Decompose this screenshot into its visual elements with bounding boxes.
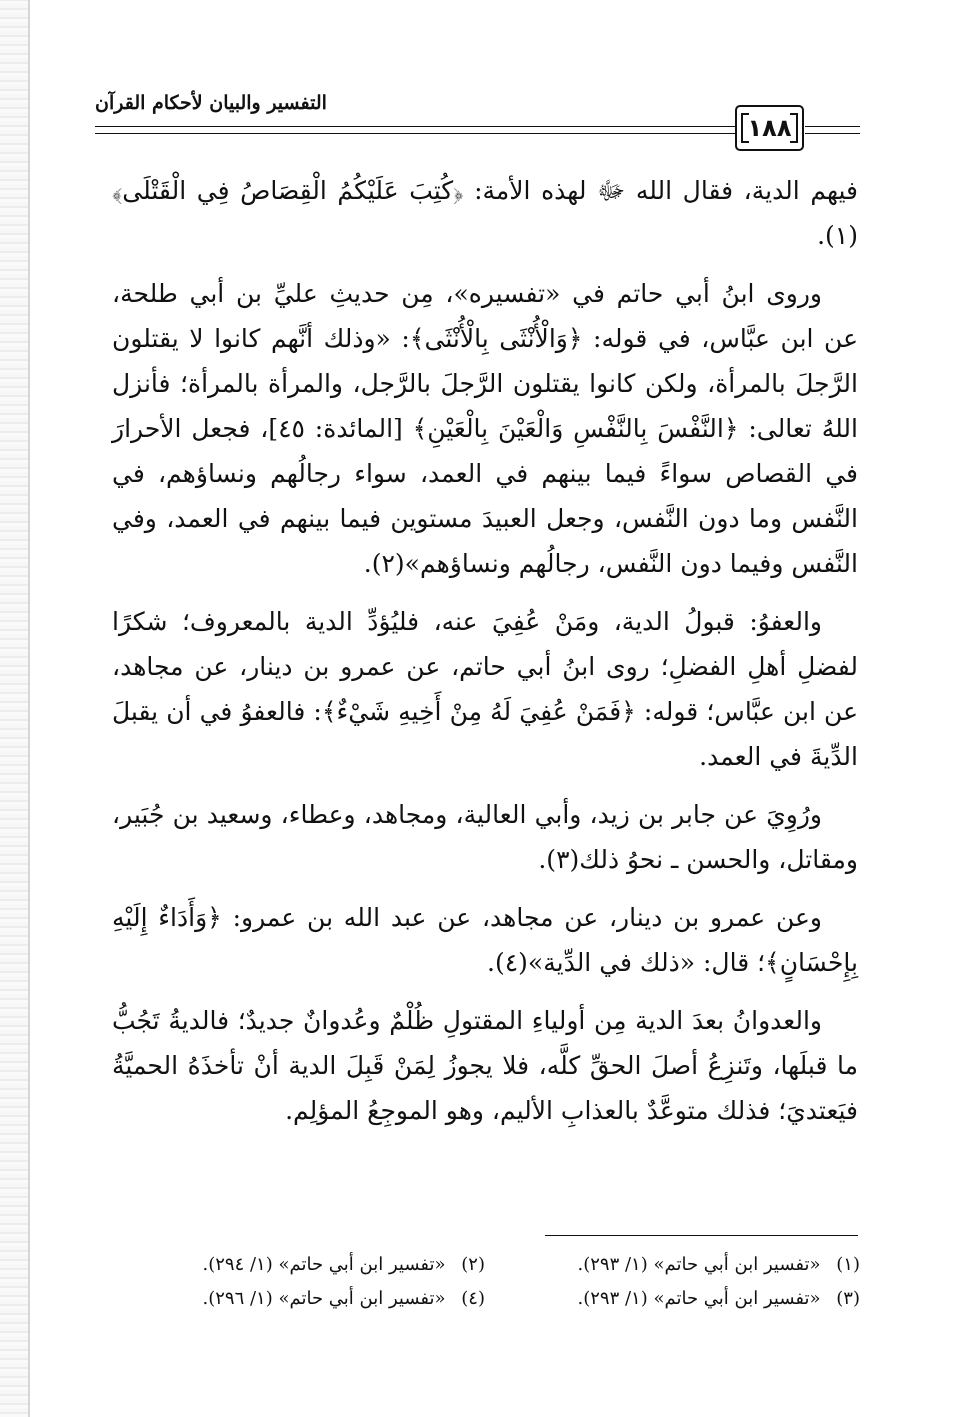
footnote-number: (٤) bbox=[461, 1288, 485, 1309]
scan-edge bbox=[0, 0, 30, 1417]
footnote-text: «تفسير ابن أبي حاتم» (١/ ٢٩٤). bbox=[202, 1254, 446, 1275]
footnote-number: (٣) bbox=[836, 1288, 860, 1309]
footnote-text: «تفسير ابن أبي حاتم» (١/ ٢٩٣). bbox=[577, 1288, 821, 1309]
footnote-number: (١) bbox=[836, 1254, 860, 1275]
book-title: التفسير والبيان لأحكام القرآن bbox=[95, 92, 327, 114]
footnote-divider bbox=[545, 1235, 858, 1236]
page-header bbox=[95, 92, 860, 152]
footnote-text: «تفسير ابن أبي حاتم» (١/ ٢٩٣). bbox=[577, 1254, 821, 1275]
paragraph: وعن عمرو بن دينار، عن مجاهد، عن عبد الله بن عمرو: ﴿وَأَدَاءٌ إِلَيْهِ بِإِحْسَانٍ﴾؛ قال: «ذلك في الدِّية»(٤). bbox=[112, 903, 858, 977]
main-text bbox=[112, 168, 858, 1146]
paragraph: فيهم الدية، فقال الله ﷻ لهذه الأمة: ﴿كُتِبَ عَلَيْكُمُ الْقِصَاصُ فِي الْقَتْلَى﴾(١). bbox=[112, 176, 858, 250]
footnote-text: «تفسير ابن أبي حاتم» (١/ ٢٩٦). bbox=[202, 1288, 446, 1309]
footnote bbox=[525, 1248, 860, 1282]
paragraph: ورُوِيَ عن جابر بن زيد، وأبي العالية، ومجاهد، وعطاء، وسعيد بن جُبَير، ومقاتل، والحسن ـ نحوُ ذلك(٣). bbox=[112, 800, 858, 874]
header-rule bbox=[95, 133, 735, 134]
footnote-number: (٢) bbox=[461, 1254, 485, 1275]
paragraph: والعفوُ: قبولُ الدية، ومَنْ عُفِيَ عنه، فليُؤدِّ الدية بالمعروف؛ شكرًا لفضلِ أهلِ الفضلِ؛ روى ابنُ أبي حاتم، عن عمرو بن دينار، عن مجاهد، عن ابن عبَّاس؛ قوله: ﴿فَمَنْ عُفِيَ لَهُ مِنْ أَخِيهِ شَيْءٌ﴾: فالعفوُ في أن يقبلَ الدِّيةَ في العمد. bbox=[112, 607, 858, 771]
header-rule bbox=[805, 126, 860, 127]
header-rule bbox=[805, 133, 860, 134]
footnotes bbox=[150, 1248, 860, 1316]
header-rule bbox=[95, 126, 735, 127]
footnote bbox=[150, 1282, 485, 1316]
paragraph: وروى ابنُ أبي حاتم في «تفسيره»، مِن حديثِ عليِّ بن أبي طلحة، عن ابن عبَّاس، في قوله: ﴿وَالْأُنْثَى بِالْأُنْثَى﴾: «وذلك أنَّهم كانوا لا يقتلون الرَّجلَ بالمرأة، ولكن كانوا يقتلون الرَّجلَ بالرَّجل، والمرأة بالمرأة؛ فأنزل اللهُ تعالى: ﴿النَّفْسَ بِالنَّفْسِ وَالْعَيْنَ بِالْعَيْنِ﴾ [المائدة: ٤٥]، فجعل الأحرارَ في القصاص سواءً فيما بينهم في العمد، سواء رجالُهم ونساؤهم، في النَّفس وما دون النَّفس، وجعل العبيدَ مستوين فيما بينهم في العمد، وفي النَّفس وفيما دون النَّفس، رجالُهم ونساؤهم»(٢). bbox=[112, 279, 858, 578]
footnote bbox=[525, 1282, 860, 1316]
footnote bbox=[150, 1248, 485, 1282]
paragraph: والعدوانُ بعدَ الدية مِن أولياءِ المقتولِ ظُلْمٌ وعُدوانٌ جديدٌ؛ فالديةُ تَجُبُّ ما قبلَها، وتَنزِعُ أصلَ الحقِّ كلَّه، فلا يجوزُ لِمَنْ قَبِلَ الدية أنْ تأخذَهُ الحميَّةُ فيَعتديَ؛ فذلك متوعَّدٌ بالعذابِ الأليم، وهو الموجِعُ المؤلِم. bbox=[112, 1006, 858, 1125]
page-number: ١٨٨ bbox=[735, 105, 804, 151]
